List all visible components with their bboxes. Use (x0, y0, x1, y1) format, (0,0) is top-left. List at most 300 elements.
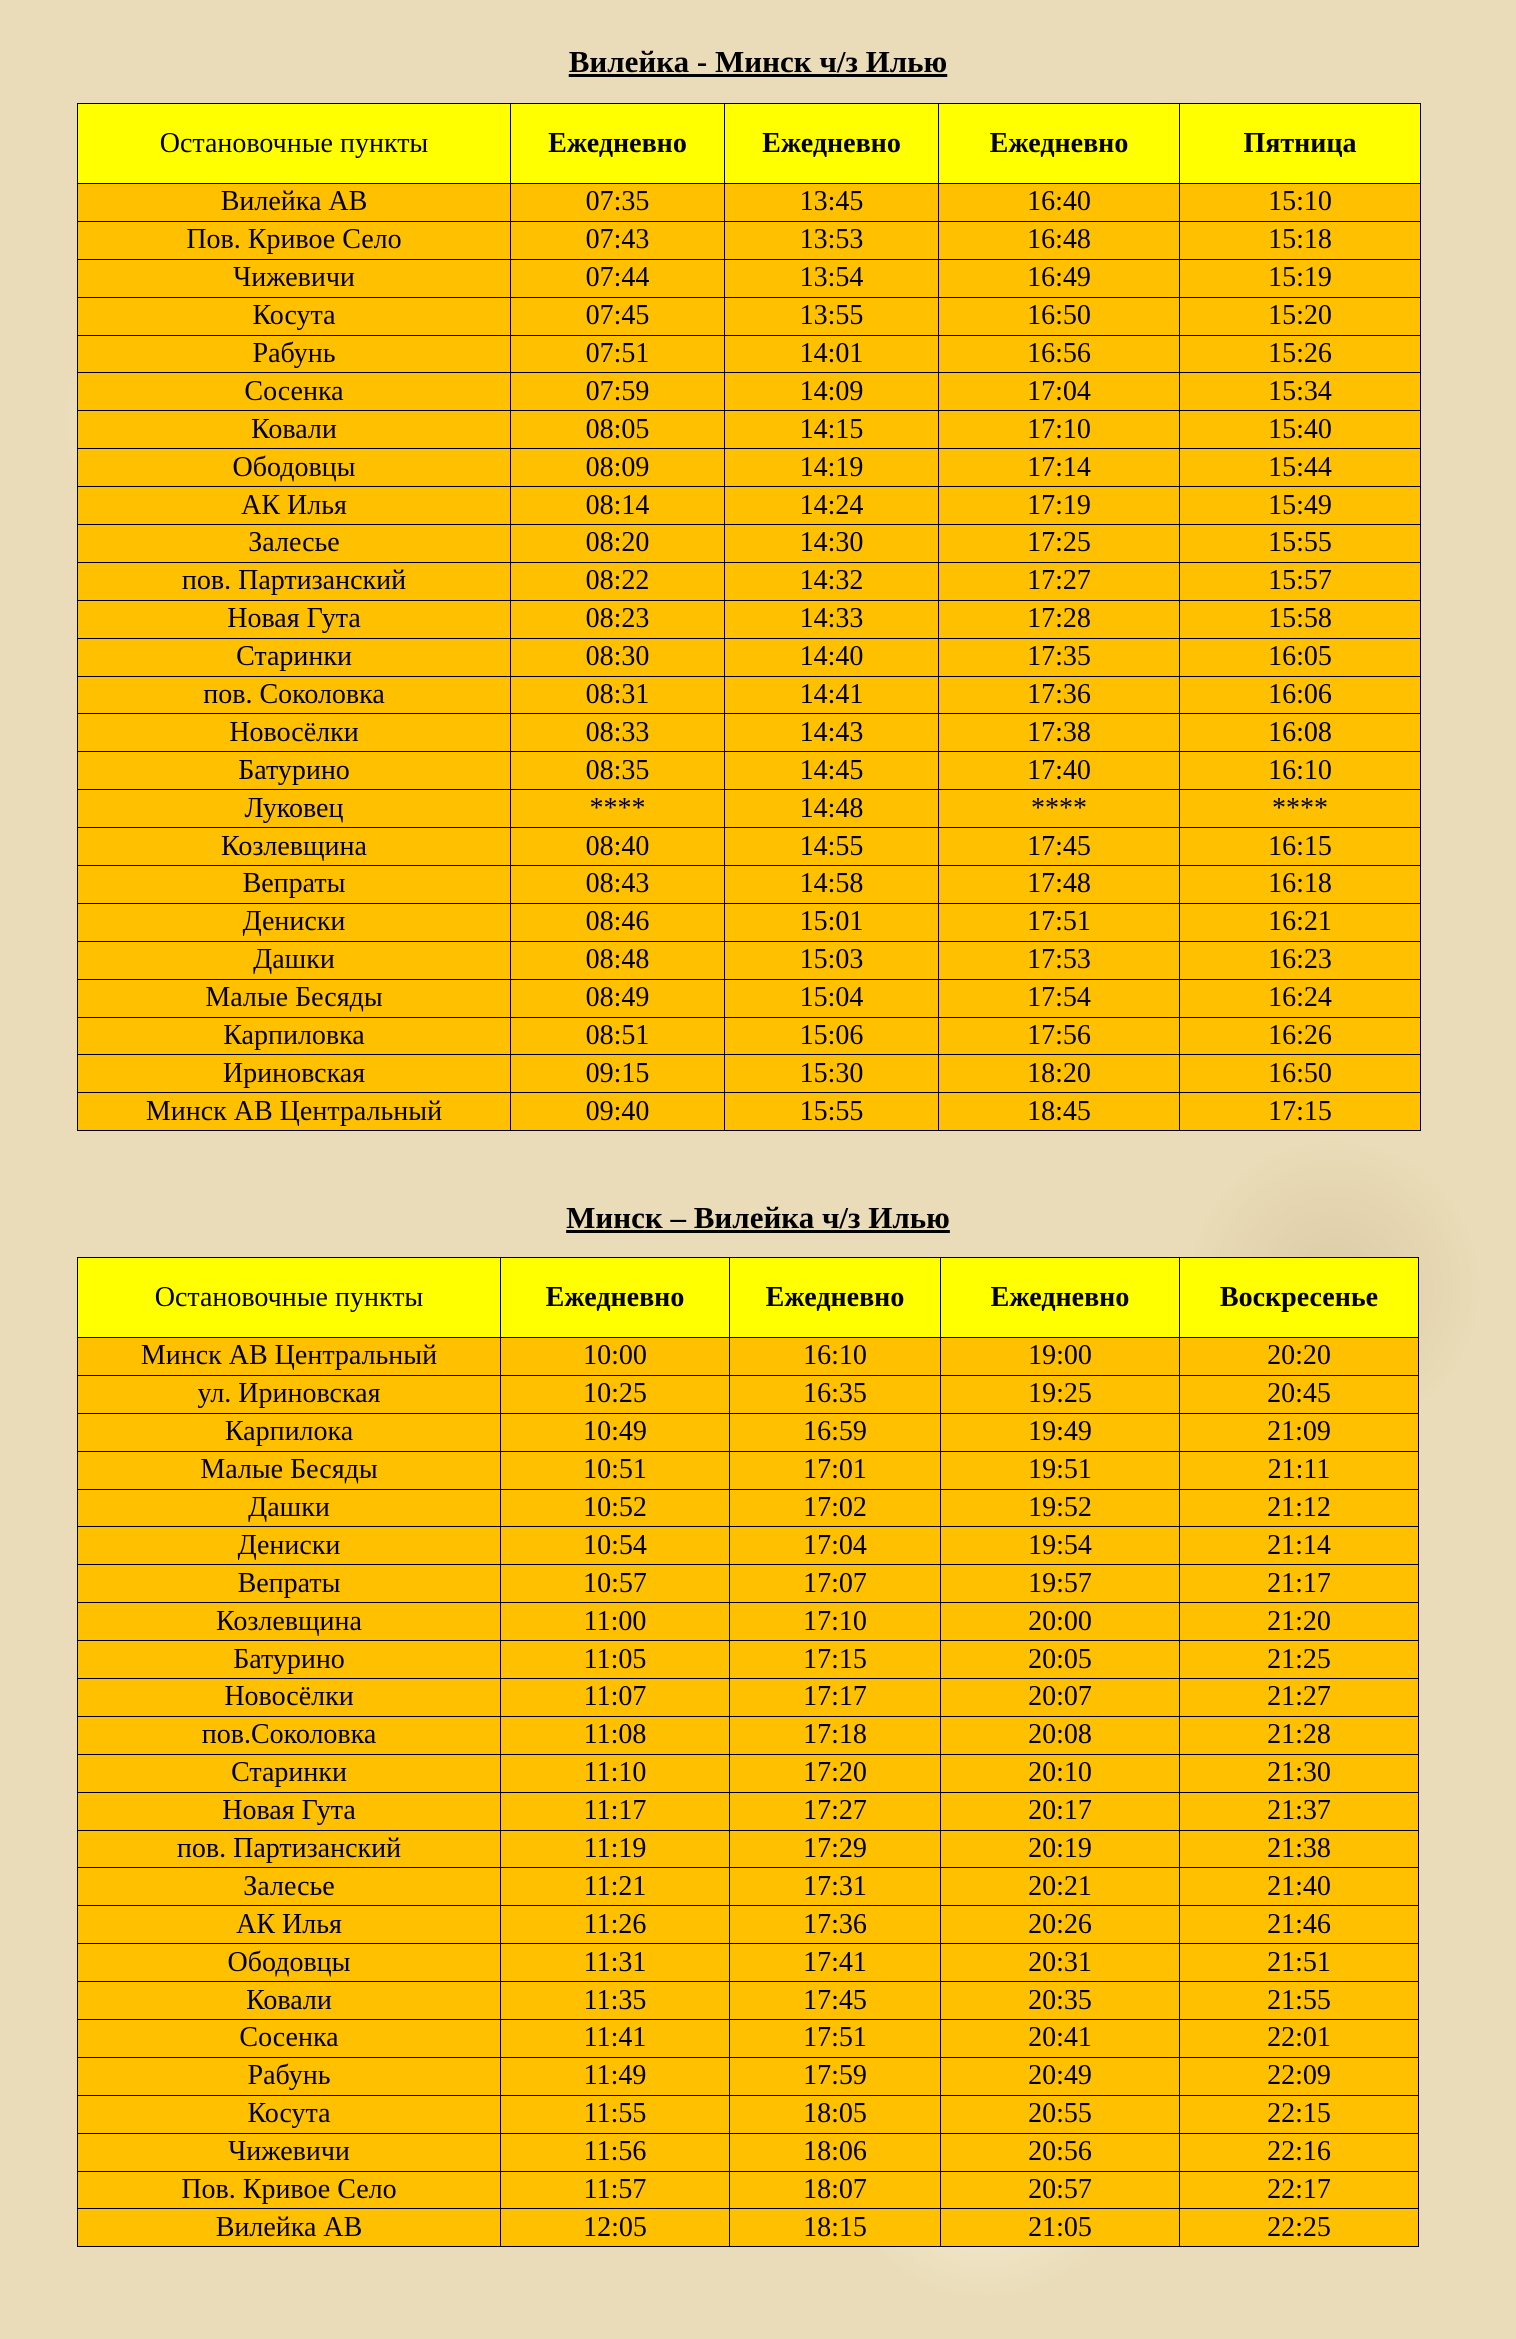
departure-time-cell: 14:19 (725, 449, 939, 487)
departure-time-cell: 21:05 (941, 2209, 1180, 2247)
stop-name-cell: Козлевщина (78, 828, 511, 866)
stop-name-cell: Малые Бесяды (78, 979, 511, 1017)
departure-time-cell: 17:04 (939, 373, 1180, 411)
departure-time-cell: 19:57 (941, 1565, 1180, 1603)
departure-time-cell: 17:36 (939, 676, 1180, 714)
departure-time-cell: 17:15 (1180, 1093, 1421, 1131)
stop-name-cell: Батурино (78, 752, 511, 790)
departure-time-cell: 17:19 (939, 487, 1180, 525)
stop-name-cell: Дениски (78, 903, 511, 941)
stop-name-cell: пов. Соколовка (78, 676, 511, 714)
departure-time-cell: 14:45 (725, 752, 939, 790)
departure-time-cell: 11:49 (501, 2057, 730, 2095)
departure-time-cell: 19:25 (941, 1375, 1180, 1413)
departure-time-cell: 21:38 (1180, 1830, 1419, 1868)
table-row (78, 1641, 1419, 1679)
departure-time-cell: 17:53 (939, 941, 1180, 979)
departure-time-cell: 16:35 (730, 1375, 941, 1413)
departure-time-cell: 16:50 (1180, 1055, 1421, 1093)
table-row (78, 676, 1421, 714)
departure-time-cell: 11:26 (501, 1906, 730, 1944)
table-row (78, 1830, 1419, 1868)
stop-name-cell: Карпилока (78, 1413, 501, 1451)
stop-name-cell: Пов. Кривое Село (78, 221, 511, 259)
departure-time-cell: 22:15 (1180, 2095, 1419, 2133)
departure-time-cell: 10:51 (501, 1451, 730, 1489)
departure-time-cell: **** (511, 790, 725, 828)
departure-time-cell: 08:05 (511, 411, 725, 449)
column-header-sunday: Воскресенье (1180, 1258, 1419, 1338)
departure-time-cell: 17:41 (730, 1944, 941, 1982)
stop-name-cell: Чижевичи (78, 2133, 501, 2171)
departure-time-cell: 17:20 (730, 1754, 941, 1792)
departure-time-cell: 07:51 (511, 335, 725, 373)
stop-name-cell: Рабунь (78, 2057, 501, 2095)
column-header-daily: Ежедневно (725, 104, 939, 184)
departure-time-cell: 14:41 (725, 676, 939, 714)
departure-time-cell: 16:49 (939, 259, 1180, 297)
departure-time-cell: 08:20 (511, 525, 725, 563)
table-row (78, 1716, 1419, 1754)
departure-time-cell: 15:58 (1180, 600, 1421, 638)
schedule-body (78, 184, 1421, 1131)
table-row (78, 184, 1421, 222)
stop-name-cell: Старинки (78, 1754, 501, 1792)
departure-time-cell: 14:15 (725, 411, 939, 449)
departure-time-cell: 14:40 (725, 638, 939, 676)
table-row (78, 525, 1421, 563)
table-row (78, 487, 1421, 525)
departure-time-cell: 16:40 (939, 184, 1180, 222)
departure-time-cell: 17:25 (939, 525, 1180, 563)
departure-time-cell: 17:31 (730, 1868, 941, 1906)
stop-name-cell: пов. Партизанский (78, 1830, 501, 1868)
departure-time-cell: 19:00 (941, 1338, 1180, 1376)
table-row (78, 2133, 1419, 2171)
stop-name-cell: Батурино (78, 1641, 501, 1679)
departure-time-cell: 20:31 (941, 1944, 1180, 1982)
departure-time-cell: 07:43 (511, 221, 725, 259)
departure-time-cell: 16:56 (939, 335, 1180, 373)
departure-time-cell: 07:45 (511, 297, 725, 335)
stop-name-cell: Ковали (78, 411, 511, 449)
departure-time-cell: 16:18 (1180, 866, 1421, 904)
departure-time-cell: 08:31 (511, 676, 725, 714)
departure-time-cell: 17:28 (939, 600, 1180, 638)
departure-time-cell: 18:20 (939, 1055, 1180, 1093)
table-row (78, 297, 1421, 335)
departure-time-cell: 15:30 (725, 1055, 939, 1093)
departure-time-cell: 20:41 (941, 2020, 1180, 2058)
departure-time-cell: 21:17 (1180, 1565, 1419, 1603)
departure-time-cell: 22:09 (1180, 2057, 1419, 2095)
departure-time-cell: 17:36 (730, 1906, 941, 1944)
departure-time-cell: 17:27 (730, 1792, 941, 1830)
departure-time-cell: 14:48 (725, 790, 939, 828)
table-row (78, 1093, 1421, 1131)
departure-time-cell: 11:56 (501, 2133, 730, 2171)
column-header-stops: Остановочные пункты (78, 104, 511, 184)
departure-time-cell: 13:55 (725, 297, 939, 335)
column-header-daily: Ежедневно (939, 104, 1180, 184)
departure-time-cell: 08:23 (511, 600, 725, 638)
departure-time-cell: 13:53 (725, 221, 939, 259)
stop-name-cell: Ириновская (78, 1055, 511, 1093)
table-row (78, 903, 1421, 941)
departure-time-cell: 17:17 (730, 1679, 941, 1717)
departure-time-cell: 17:59 (730, 2057, 941, 2095)
schedule-table-vileyka-minsk (77, 103, 1421, 1131)
table-row (78, 1527, 1419, 1565)
departure-time-cell: 16:21 (1180, 903, 1421, 941)
departure-time-cell: 21:46 (1180, 1906, 1419, 1944)
departure-time-cell: 17:14 (939, 449, 1180, 487)
departure-time-cell: 20:07 (941, 1679, 1180, 1717)
departure-time-cell: 21:12 (1180, 1489, 1419, 1527)
departure-time-cell: 20:19 (941, 1830, 1180, 1868)
departure-time-cell: 15:04 (725, 979, 939, 1017)
departure-time-cell: 15:44 (1180, 449, 1421, 487)
stop-name-cell: Вепраты (78, 866, 511, 904)
departure-time-cell: 08:35 (511, 752, 725, 790)
departure-time-cell: 11:35 (501, 1982, 730, 2020)
column-header-daily: Ежедневно (730, 1258, 941, 1338)
departure-time-cell: 18:06 (730, 2133, 941, 2171)
stop-name-cell: ул. Ириновская (78, 1375, 501, 1413)
departure-time-cell: 17:10 (730, 1603, 941, 1641)
departure-time-cell: 22:16 (1180, 2133, 1419, 2171)
departure-time-cell: 10:25 (501, 1375, 730, 1413)
departure-time-cell: 17:51 (730, 2020, 941, 2058)
table-row (78, 979, 1421, 1017)
departure-time-cell: 16:48 (939, 221, 1180, 259)
departure-time-cell: 15:55 (725, 1093, 939, 1131)
table-row (78, 2171, 1419, 2209)
departure-time-cell: 20:08 (941, 1716, 1180, 1754)
departure-time-cell: 10:00 (501, 1338, 730, 1376)
departure-time-cell: 14:55 (725, 828, 939, 866)
departure-time-cell: 19:51 (941, 1451, 1180, 1489)
stop-name-cell: Сосенка (78, 2020, 501, 2058)
departure-time-cell: 15:18 (1180, 221, 1421, 259)
departure-time-cell: 15:57 (1180, 562, 1421, 600)
departure-time-cell: 17:27 (939, 562, 1180, 600)
stop-name-cell: Новая Гута (78, 1792, 501, 1830)
departure-time-cell: 21:09 (1180, 1413, 1419, 1451)
table-row (78, 1944, 1419, 1982)
table-row (78, 2095, 1419, 2133)
departure-time-cell: 16:59 (730, 1413, 941, 1451)
departure-time-cell: 08:48 (511, 941, 725, 979)
departure-time-cell: 14:01 (725, 335, 939, 373)
table-row (78, 1489, 1419, 1527)
departure-time-cell: 10:57 (501, 1565, 730, 1603)
departure-time-cell: 17:40 (939, 752, 1180, 790)
departure-time-cell: 13:45 (725, 184, 939, 222)
table-row (78, 1679, 1419, 1717)
departure-time-cell: 21:55 (1180, 1982, 1419, 2020)
stop-name-cell: пов.Соколовка (78, 1716, 501, 1754)
departure-time-cell: 15:55 (1180, 525, 1421, 563)
table-row (78, 1906, 1419, 1944)
stop-name-cell: Карпиловка (78, 1017, 511, 1055)
table-row (78, 373, 1421, 411)
table-header-row (78, 104, 1421, 184)
table-row (78, 714, 1421, 752)
stop-name-cell: Дашки (78, 1489, 501, 1527)
departure-time-cell: 16:26 (1180, 1017, 1421, 1055)
table-row (78, 1603, 1419, 1641)
departure-time-cell: 07:44 (511, 259, 725, 297)
departure-time-cell: 20:57 (941, 2171, 1180, 2209)
departure-time-cell: 08:51 (511, 1017, 725, 1055)
departure-time-cell: 15:06 (725, 1017, 939, 1055)
stop-name-cell: Старинки (78, 638, 511, 676)
table-row (78, 2209, 1419, 2247)
departure-time-cell: 20:10 (941, 1754, 1180, 1792)
departure-time-cell: 11:19 (501, 1830, 730, 1868)
departure-time-cell: 19:52 (941, 1489, 1180, 1527)
schedule-body (78, 1338, 1419, 2247)
departure-time-cell: 18:07 (730, 2171, 941, 2209)
departure-time-cell: 16:05 (1180, 638, 1421, 676)
departure-time-cell: 11:57 (501, 2171, 730, 2209)
departure-time-cell: **** (939, 790, 1180, 828)
departure-time-cell: 17:29 (730, 1830, 941, 1868)
stop-name-cell: Вилейка АВ (78, 2209, 501, 2247)
departure-time-cell: 21:51 (1180, 1944, 1419, 1982)
stop-name-cell: Пов. Кривое Село (78, 2171, 501, 2209)
table-row (78, 562, 1421, 600)
stop-name-cell: Малые Бесяды (78, 1451, 501, 1489)
departure-time-cell: **** (1180, 790, 1421, 828)
departure-time-cell: 15:19 (1180, 259, 1421, 297)
departure-time-cell: 11:08 (501, 1716, 730, 1754)
departure-time-cell: 08:46 (511, 903, 725, 941)
table-row (78, 1338, 1419, 1376)
departure-time-cell: 11:17 (501, 1792, 730, 1830)
table-row (78, 1565, 1419, 1603)
departure-time-cell: 20:21 (941, 1868, 1180, 1906)
departure-time-cell: 20:35 (941, 1982, 1180, 2020)
stop-name-cell: Дашки (78, 941, 511, 979)
departure-time-cell: 21:25 (1180, 1641, 1419, 1679)
departure-time-cell: 16:10 (1180, 752, 1421, 790)
table-row (78, 1868, 1419, 1906)
departure-time-cell: 09:15 (511, 1055, 725, 1093)
departure-time-cell: 21:20 (1180, 1603, 1419, 1641)
departure-time-cell: 17:38 (939, 714, 1180, 752)
departure-time-cell: 17:02 (730, 1489, 941, 1527)
stop-name-cell: Залесье (78, 1868, 501, 1906)
departure-time-cell: 15:34 (1180, 373, 1421, 411)
departure-time-cell: 17:45 (939, 828, 1180, 866)
stop-name-cell: Чижевичи (78, 259, 511, 297)
departure-time-cell: 08:43 (511, 866, 725, 904)
departure-time-cell: 14:24 (725, 487, 939, 525)
departure-time-cell: 08:14 (511, 487, 725, 525)
table-row (78, 411, 1421, 449)
departure-time-cell: 20:45 (1180, 1375, 1419, 1413)
departure-time-cell: 17:15 (730, 1641, 941, 1679)
table-row (78, 600, 1421, 638)
stop-name-cell: Ободовцы (78, 1944, 501, 1982)
schedule-title-minsk-vileyka: Минск – Вилейка ч/з Илью (566, 1200, 950, 1235)
departure-time-cell: 21:30 (1180, 1754, 1419, 1792)
departure-time-cell: 20:17 (941, 1792, 1180, 1830)
departure-time-cell: 17:51 (939, 903, 1180, 941)
stop-name-cell: Вепраты (78, 1565, 501, 1603)
departure-time-cell: 20:55 (941, 2095, 1180, 2133)
stop-name-cell: Залесье (78, 525, 511, 563)
table-row (78, 866, 1421, 904)
departure-time-cell: 07:59 (511, 373, 725, 411)
table-row (78, 828, 1421, 866)
stop-name-cell: Минск АВ Центральный (78, 1093, 511, 1131)
departure-time-cell: 17:35 (939, 638, 1180, 676)
departure-time-cell: 20:26 (941, 1906, 1180, 1944)
table-row (78, 1792, 1419, 1830)
departure-time-cell: 15:10 (1180, 184, 1421, 222)
table-row (78, 1413, 1419, 1451)
table-row (78, 638, 1421, 676)
departure-time-cell: 11:55 (501, 2095, 730, 2133)
departure-time-cell: 11:31 (501, 1944, 730, 1982)
stop-name-cell: Дениски (78, 1527, 501, 1565)
departure-time-cell: 16:10 (730, 1338, 941, 1376)
departure-time-cell: 15:03 (725, 941, 939, 979)
departure-time-cell: 16:24 (1180, 979, 1421, 1017)
table-row (78, 752, 1421, 790)
departure-time-cell: 20:56 (941, 2133, 1180, 2171)
schedule-title-vileyka-minsk: Вилейка - Минск ч/з Илью (568, 44, 948, 79)
stop-name-cell: Ободовцы (78, 449, 511, 487)
table-row (78, 335, 1421, 373)
departure-time-cell: 16:23 (1180, 941, 1421, 979)
departure-time-cell: 14:32 (725, 562, 939, 600)
stop-name-cell: Козлевщина (78, 1603, 501, 1641)
table-row (78, 449, 1421, 487)
departure-time-cell: 10:49 (501, 1413, 730, 1451)
table-row (78, 2057, 1419, 2095)
departure-time-cell: 17:07 (730, 1565, 941, 1603)
departure-time-cell: 11:10 (501, 1754, 730, 1792)
departure-time-cell: 17:10 (939, 411, 1180, 449)
departure-time-cell: 11:41 (501, 2020, 730, 2058)
table-row (78, 1451, 1419, 1489)
departure-time-cell: 17:54 (939, 979, 1180, 1017)
departure-time-cell: 18:05 (730, 2095, 941, 2133)
table-row (78, 941, 1421, 979)
departure-time-cell: 22:01 (1180, 2020, 1419, 2058)
departure-time-cell: 17:04 (730, 1527, 941, 1565)
departure-time-cell: 08:30 (511, 638, 725, 676)
stop-name-cell: Новосёлки (78, 1679, 501, 1717)
departure-time-cell: 21:14 (1180, 1527, 1419, 1565)
departure-time-cell: 08:49 (511, 979, 725, 1017)
departure-time-cell: 10:52 (501, 1489, 730, 1527)
column-header-friday: Пятница (1180, 104, 1421, 184)
departure-time-cell: 19:54 (941, 1527, 1180, 1565)
table-row (78, 1754, 1419, 1792)
stop-name-cell: Рабунь (78, 335, 511, 373)
stop-name-cell: Косута (78, 2095, 501, 2133)
departure-time-cell: 16:06 (1180, 676, 1421, 714)
stop-name-cell: Новосёлки (78, 714, 511, 752)
stop-name-cell: Сосенка (78, 373, 511, 411)
departure-time-cell: 17:45 (730, 1982, 941, 2020)
schedule-table-minsk-vileyka (77, 1257, 1419, 2247)
table-row (78, 1017, 1421, 1055)
table-row (78, 1375, 1419, 1413)
departure-time-cell: 12:05 (501, 2209, 730, 2247)
departure-time-cell: 11:05 (501, 1641, 730, 1679)
stop-name-cell: Косута (78, 297, 511, 335)
departure-time-cell: 14:43 (725, 714, 939, 752)
departure-time-cell: 17:56 (939, 1017, 1180, 1055)
departure-time-cell: 18:15 (730, 2209, 941, 2247)
column-header-daily: Ежедневно (511, 104, 725, 184)
table-row (78, 790, 1421, 828)
departure-time-cell: 11:00 (501, 1603, 730, 1641)
departure-time-cell: 20:05 (941, 1641, 1180, 1679)
departure-time-cell: 14:09 (725, 373, 939, 411)
departure-time-cell: 16:15 (1180, 828, 1421, 866)
departure-time-cell: 19:49 (941, 1413, 1180, 1451)
departure-time-cell: 10:54 (501, 1527, 730, 1565)
departure-time-cell: 18:45 (939, 1093, 1180, 1131)
departure-time-cell: 22:25 (1180, 2209, 1419, 2247)
departure-time-cell: 16:50 (939, 297, 1180, 335)
departure-time-cell: 15:01 (725, 903, 939, 941)
table-header-row (78, 1258, 1419, 1338)
departure-time-cell: 21:28 (1180, 1716, 1419, 1754)
table-row (78, 259, 1421, 297)
departure-time-cell: 17:01 (730, 1451, 941, 1489)
stop-name-cell: АК Илья (78, 1906, 501, 1944)
departure-time-cell: 14:30 (725, 525, 939, 563)
stop-name-cell: Ковали (78, 1982, 501, 2020)
departure-time-cell: 16:08 (1180, 714, 1421, 752)
column-header-daily: Ежедневно (501, 1258, 730, 1338)
departure-time-cell: 17:48 (939, 866, 1180, 904)
departure-time-cell: 13:54 (725, 259, 939, 297)
stop-name-cell: Новая Гута (78, 600, 511, 638)
departure-time-cell: 15:40 (1180, 411, 1421, 449)
departure-time-cell: 21:40 (1180, 1868, 1419, 1906)
departure-time-cell: 20:20 (1180, 1338, 1419, 1376)
departure-time-cell: 20:00 (941, 1603, 1180, 1641)
departure-time-cell: 15:26 (1180, 335, 1421, 373)
stop-name-cell: Луковец (78, 790, 511, 828)
table-row (78, 1055, 1421, 1093)
departure-time-cell: 21:11 (1180, 1451, 1419, 1489)
departure-time-cell: 15:49 (1180, 487, 1421, 525)
departure-time-cell: 08:40 (511, 828, 725, 866)
stop-name-cell: Минск АВ Центральный (78, 1338, 501, 1376)
stop-name-cell: Вилейка АВ (78, 184, 511, 222)
stop-name-cell: АК Илья (78, 487, 511, 525)
column-header-stops: Остановочные пункты (78, 1258, 501, 1338)
departure-time-cell: 21:37 (1180, 1792, 1419, 1830)
stop-name-cell: пов. Партизанский (78, 562, 511, 600)
table-row (78, 221, 1421, 259)
departure-time-cell: 14:58 (725, 866, 939, 904)
departure-time-cell: 17:18 (730, 1716, 941, 1754)
column-header-daily: Ежедневно (941, 1258, 1180, 1338)
departure-time-cell: 11:07 (501, 1679, 730, 1717)
departure-time-cell: 07:35 (511, 184, 725, 222)
